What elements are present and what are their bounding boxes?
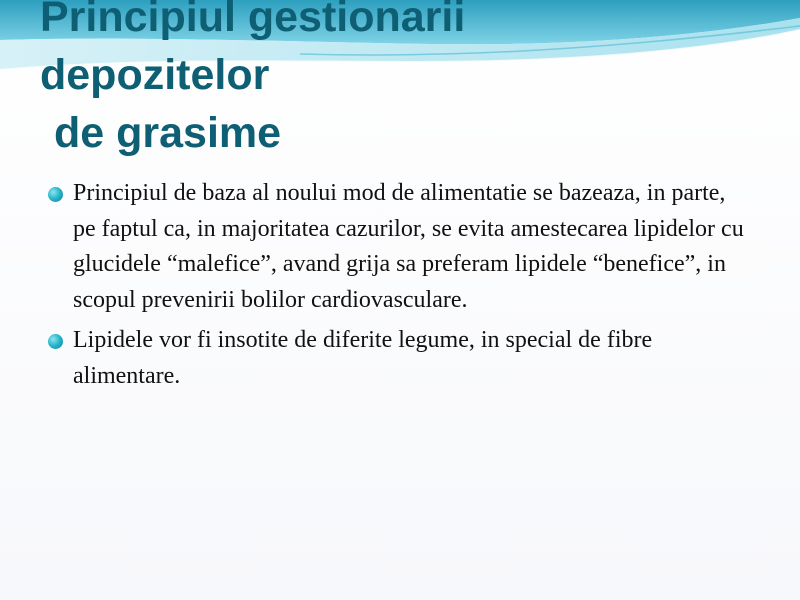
- bullet-text: Principiul de baza al noului mod de alimentatie se bazeaza, in parte, pe faptul ca, in majoritatea cazurilor, se evita amestecarea lipidelor cu glucidele “malefice”, avand grija sa preferam lipidele “benefice”, in scopul prevenirii bolilor cardiovasculare.: [73, 180, 744, 313]
- slide-title-line-2: depozitelor: [40, 51, 270, 99]
- bullet-text: Lipidele vor fi insotite de diferite legume, in special de fibre alimentare.: [73, 327, 653, 389]
- slide-title: [40, 0, 465, 162]
- slide-title-line-3: de grasime: [54, 109, 282, 157]
- bullet-list: [48, 176, 748, 399]
- slide-title-line-1: Principiul gestionarii: [40, 0, 466, 41]
- bullet-item: [48, 176, 748, 318]
- bullet-dot-icon: [48, 187, 63, 202]
- bullet-item: [48, 323, 748, 394]
- bullet-dot-icon: [48, 334, 63, 349]
